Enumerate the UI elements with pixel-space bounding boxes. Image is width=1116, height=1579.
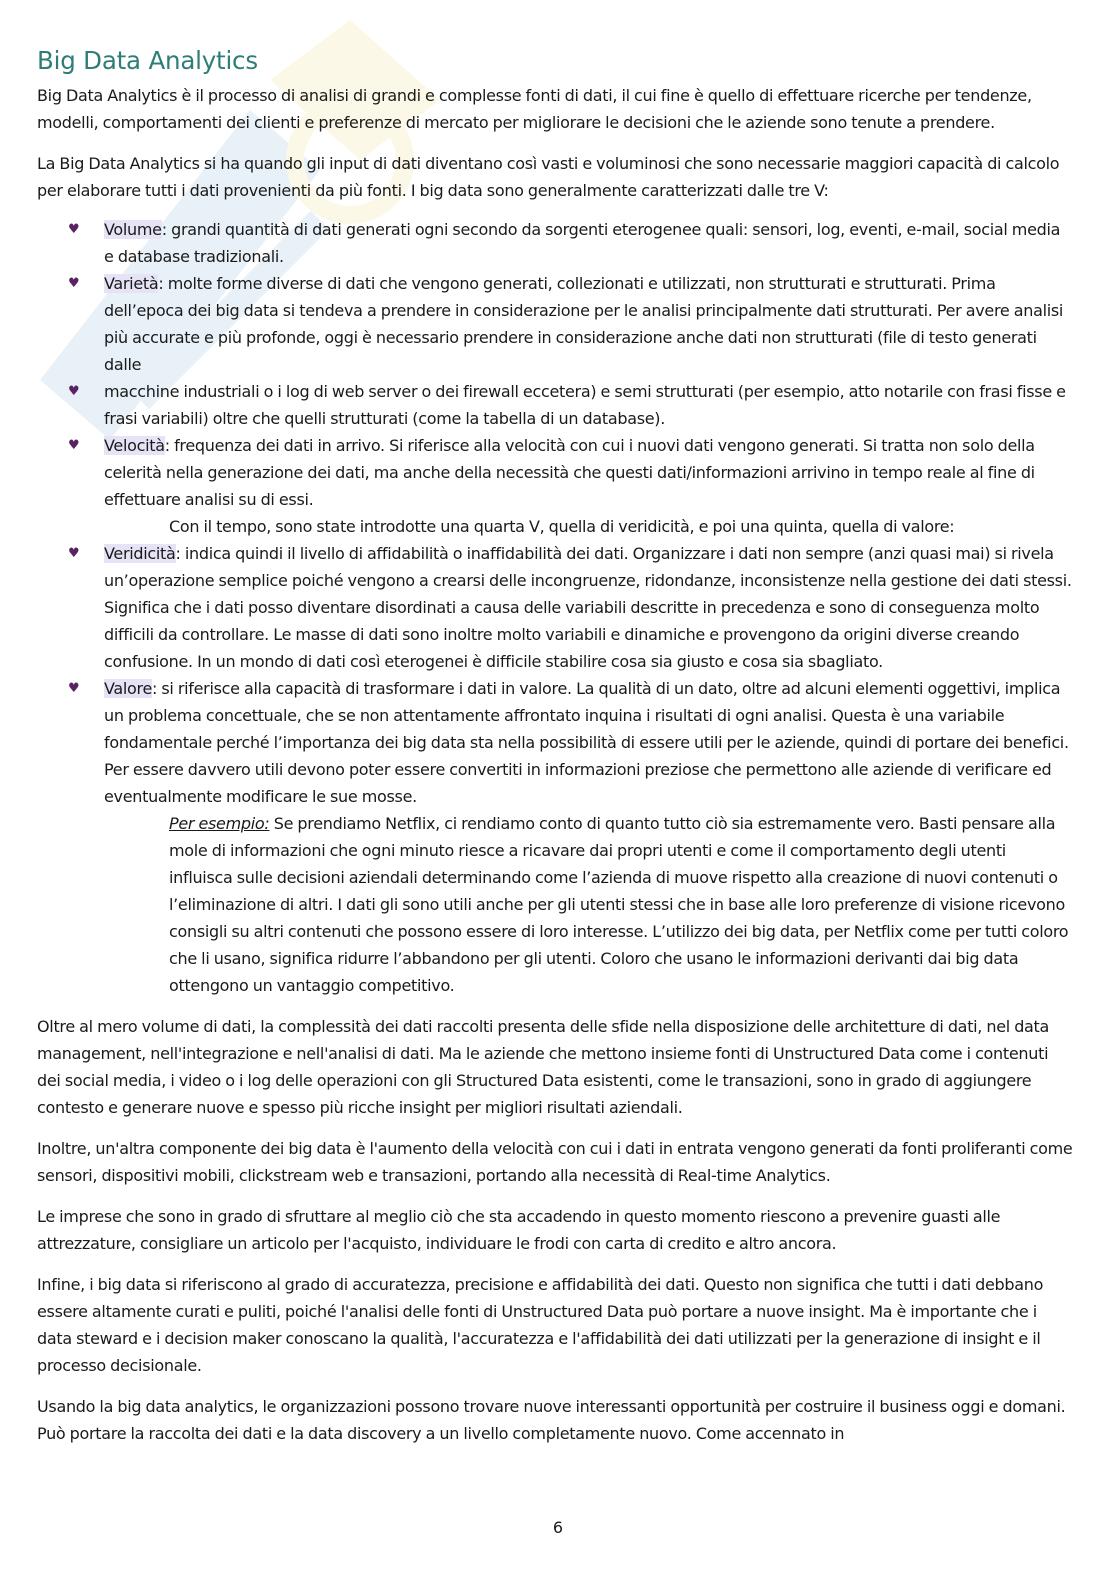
term-veridicita: Veridicità [104,544,176,563]
heart-icon: ♥ [68,546,80,561]
heart-icon: ♥ [68,681,80,696]
intro-paragraph-2: La Big Data Analytics si ha quando gli input di dati diventano così vasti e voluminosi che sono necessarie maggiori capacità di calcolo per elaborare tutti i dati provenienti da più fonti. I big data sono generalmente caratterizzati dalle tre V: [37,154,1060,200]
outro-paragraph-1: Oltre al mero volume di dati, la complessità dei dati raccolti presenta delle sfide nella disposizione delle architetture di dati, nel data management, nell'integrazione e nell'analisi di dati. Ma le aziende che mettono insieme fonti di Unstructured Data come i contenuti dei social media, i video o i log delle operazioni con gli Structured Data esistenti, come le transazioni, sono in grado di aggiungere contesto e generare nuove e spesso più ricche insight per migliori risultati aziendali. [37,1017,1050,1117]
term-volume: Volume [104,220,162,239]
list-item-veridicita [37,540,1073,675]
list-item-velocita [37,432,1073,513]
netflix-example [37,810,1073,999]
list-item-varieta [37,270,1073,378]
quarta-v-text: Con il tempo, sono state introdotte una quarta V, quella di veridicità, e poi una quinta, quella di valore: [169,517,955,536]
list-item-volume [37,216,1073,270]
list-item-macchine [37,378,1073,432]
term-velocita: Velocità [104,436,165,455]
intro-paragraph-1: Big Data Analytics è il processo di analisi di grandi e complesse fonti di dati, il cui fine è quello di effettuare ricerche per tendenze, modelli, comportamenti dei clienti e preferenze di mercato per migliorare le decisioni che le aziende sono tenute a prendere. [37,86,1032,132]
term-varieta: Varietà [104,274,159,293]
heart-icon: ♥ [68,276,80,291]
list-item-valore [37,675,1073,810]
outro-paragraph-5: Usando la big data analytics, le organizzazioni possono trovare nuove interessanti opportunità per costruire il business oggi e domani. Può portare la raccolta dei dati e la data discovery a un livello completamente nuovo. Come accennato in [37,1397,1066,1443]
volume-text: : grandi quantità di dati generati ogni secondo da sorgenti eterogenee quali: sensori, log, eventi, e-mail, social media e database tradizionali. [104,220,1061,266]
heart-icon: ♥ [68,384,80,399]
five-v-list [37,216,1073,810]
page-title: Big Data Analytics [37,46,258,75]
heart-icon: ♥ [68,222,80,237]
term-valore: Valore [104,679,153,698]
macchine-text: macchine industriali o i log di web server o dei firewall eccetera) e semi strutturati (per esempio, atto notarile con frasi fisse e frasi variabili) oltre che quelli strutturati (come la tabella di un database). [104,382,1066,428]
outro-paragraph-4: Infine, i big data si riferiscono al grado di accuratezza, precisione e affidabilità dei dati. Questo non significa che tutti i dati debbano essere altamente curati e puliti, poiché l'analisi delle fonti di Unstructured Data può portare a nuove insight. Ma è importante che i data steward e i decision maker conoscano la qualità, l'accuratezza e l'affidabilità dei dati utilizzati per la generazione di insight e il processo decisionale. [37,1275,1044,1375]
outro-paragraph-3: Le imprese che sono in grado di sfruttare al meglio ciò che sta accadendo in questo momento riescono a prevenire guasti alle attrezzature, consigliare un articolo per l'acquisto, individuare le frodi con carta di credito e altro ancora. [37,1207,1001,1253]
valore-text: : si riferisce alla capacità di trasformare i dati in valore. La qualità di un dato, oltre ad alcuni elementi oggettivi, implica un problema concettuale, che se non attentamente affrontato inquina i risultati di ogni analisi. Questa è una variabile fondamentale perché l’importanza dei big data sta nella possibilità di essere utili per le aziende, quindi di portare dei benefici. Per essere davvero utili devono poter essere convertiti in informazioni preziose che permettono alle aziende di verificare ed eventualmente modificare le sue mosse. [104,679,1069,806]
document-page [37,44,1073,1447]
heart-icon: ♥ [68,438,80,453]
veridicita-text: : indica quindi il livello di affidabilità o inaffidabilità dei dati. Organizzare i dati non sempre (anzi quasi mai) si rivela un’operazione semplice poiché vengono a crearsi delle incongruenze, ridondanze, inconsistenze nella gestione dei dati stessi. Significa che i dati posso diventare disordinati a causa delle variabili descritte in precedenza e sono di conseguenza molto difficili da controllare. Le masse di dati sono inoltre molto variabili e dinamiche e provengono da origini diverse creando confusione. In un mondo di dati così eterogenei è difficile stabilire cosa sia giusto e cosa sia sbagliato. [104,544,1072,671]
example-label: Per esempio: [169,814,270,833]
page-number: 6 [552,1518,564,1537]
velocita-text: : frequenza dei dati in arrivo. Si riferisce alla velocità con cui i nuovi dati vengono generati. Si tratta non solo della celerità nella generazione dei dati, ma anche della necessità che questi dati/informazioni arrivino in tempo reale al fine di effettuare analisi su di essi. [104,436,1035,509]
outro-paragraph-2: Inoltre, un'altra componente dei big data è l'aumento della velocità con cui i dati in entrata vengono generati da fonti proliferanti come sensori, dispositivi mobili, clickstream web e transazioni, portando alla necessità di Real-time Analytics. [37,1139,1073,1185]
example-text: Se prendiamo Netflix, ci rendiamo conto di quanto tutto ciò sia estremamente vero. Basti pensare alla mole di informazioni che ogni minuto riesce a ricavare dai propri utenti e come il comportamento degli utenti influisca sulle decisioni aziendali determinando come l’azienda di muove rispetto alla creazione di nuovi contenuti o l’eliminazione di altri. I dati gli sono utili anche per gli utenti stessi che in base alle loro preferenze di visione ricevono consigli su altri contenuti che possono essere di loro interesse. L’utilizzo dei big data, per Netflix come per tutti coloro che li usano, significa ridurre l’abbandono per gli utenti. Coloro che usano le informazioni derivanti dai big data ottengono un vantaggio competitivo. [169,814,1069,995]
quarta-v-note [37,513,1073,540]
varieta-text: : molte forme diverse di dati che vengono generati, collezionati e utilizzati, non strutturati e strutturati. Prima dell’epoca dei big data si tendeva a prendere in considerazione per le analisi principalmente dati strutturati. Per avere analisi più accurate e più profonde, oggi è necessario prendere in considerazione anche dati non strutturati (file di testo generati dalle [104,274,1064,374]
